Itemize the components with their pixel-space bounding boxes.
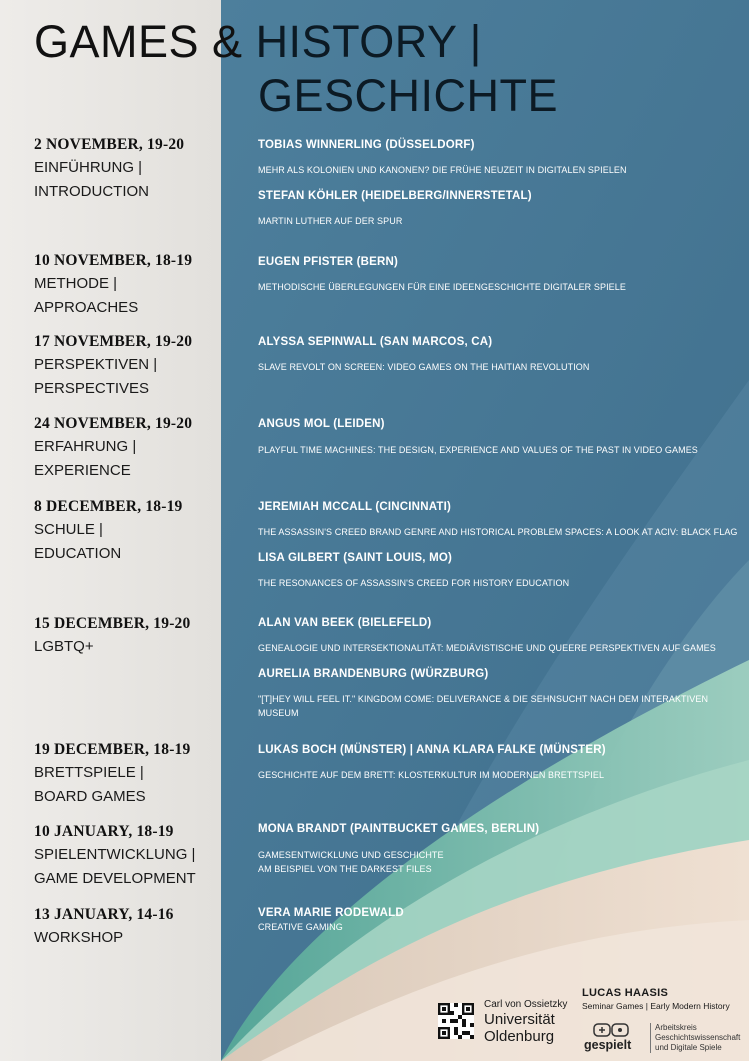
- session-topic: LGBTQ+: [34, 638, 94, 655]
- session-topic-en: EDUCATION: [34, 545, 122, 562]
- speaker-name: ALYSSA SEPINWALL (SAN MARCOS, CA): [258, 336, 493, 348]
- talk: [258, 742, 738, 758]
- talk-title: THE RESONANCES OF ASSASSIN'S CREED FOR HISTORY EDUCATION: [258, 578, 570, 588]
- session-info: [34, 134, 224, 204]
- title-geschichte: GESCHICHTE: [258, 70, 559, 121]
- ak-line1: Arbeitskreis: [655, 1023, 697, 1032]
- talk-title: GESCHICHTE AUF DEM BRETT: KLOSTERKULTUR IM MODERNEN BRETTSPIEL: [258, 770, 605, 780]
- talk-title-block: [258, 525, 738, 539]
- talk: [258, 499, 738, 515]
- talk-title-block: [258, 163, 738, 177]
- session-info: [34, 739, 224, 809]
- talk-title: METHODISCHE ÜBERLEGUNGEN FÜR EINE IDEENGESCHICHTE DIGITALER SPIELE: [258, 282, 626, 292]
- session-topic-en: GAME DEVELOPMENT: [34, 870, 196, 887]
- talk: [258, 666, 738, 682]
- speaker-name: MONA BRANDT (PAINTBUCKET GAMES, BERLIN): [258, 823, 540, 835]
- session-topic-en: APPROACHES: [34, 299, 139, 316]
- session-date: 8 DECEMBER, 18-19: [34, 498, 183, 515]
- qr-code-icon: [438, 1003, 474, 1039]
- speaker-name: AURELIA BRANDENBURG (WÜRZBURG): [258, 668, 489, 680]
- talk: [258, 905, 738, 921]
- session-topic: METHODE |: [34, 275, 118, 292]
- talk-title-block: [258, 848, 738, 876]
- talk-title: MARTIN LUTHER AUF DER SPUR: [258, 216, 403, 226]
- session-topic: BRETTSPIELE |: [34, 764, 144, 781]
- session-date: 2 NOVEMBER, 19-20: [34, 136, 185, 153]
- session-topic-en: BOARD GAMES: [34, 788, 146, 805]
- talk-title-block: [258, 641, 738, 655]
- session-topic-en: INTRODUCTION: [34, 183, 149, 200]
- author-name: LUCAS HAASIS: [582, 987, 669, 999]
- speaker-name: LISA GILBERT (SAINT LOUIS, MO): [258, 552, 453, 564]
- talk-title-block: [258, 920, 738, 934]
- talk-title: CREATIVE GAMING: [258, 922, 343, 932]
- talk-title-block: [258, 280, 738, 294]
- author-block: [582, 986, 730, 1012]
- session-topic: PERSPEKTIVEN |: [34, 356, 158, 373]
- talk: [258, 334, 738, 350]
- talk: [258, 615, 738, 631]
- university-line3: Oldenburg: [484, 1028, 555, 1045]
- speaker-name: TOBIAS WINNERLING (DÜSSELDORF): [258, 139, 475, 151]
- talk: [258, 416, 738, 432]
- talk-title-block: [258, 443, 738, 457]
- session-info: [34, 613, 224, 659]
- talk-title-block: [258, 214, 738, 228]
- talk: [258, 550, 738, 566]
- session-date: 10 NOVEMBER, 18-19: [34, 252, 193, 269]
- speaker-name: EUGEN PFISTER (BERN): [258, 256, 399, 268]
- session-topic: EINFÜHRUNG |: [34, 159, 143, 176]
- talk-title-block: [258, 576, 738, 590]
- talk-title: MEHR ALS KOLONIEN UND KANONEN? DIE FRÜHE NEUZEIT IN DIGITALEN SPIELEN: [258, 165, 627, 175]
- title-games: GAMES &: [34, 16, 256, 67]
- talk-title: THE ASSASSIN'S CREED BRAND GENRE AND HISTORICAL PROBLEM SPACES: A LOOK AT ACIV: BLACK FLAG: [258, 527, 738, 537]
- talk: [258, 137, 738, 153]
- talk-title-block: [258, 692, 738, 720]
- title-history: HISTORY |: [255, 16, 482, 67]
- session-topic-en: PERSPECTIVES: [34, 380, 150, 397]
- university-logo: [484, 998, 567, 1045]
- talk-title: GENEALOGIE UND INTERSEKTIONALITÄT: MEDIÄVISTISCHE UND QUEERE PERSPEKTIVEN AUF GAMES: [258, 643, 716, 653]
- talk: [258, 188, 738, 204]
- speaker-name: LUKAS BOCH (MÜNSTER) | ANNA KLARA FALKE (MÜNSTER): [258, 744, 606, 756]
- talk-title: SLAVE REVOLT ON SCREEN: VIDEO GAMES ON THE HAITIAN REVOLUTION: [258, 362, 590, 372]
- talk-title-cont: AM BEISPIEL VON THE DARKEST FILES: [258, 864, 432, 874]
- speaker-name: STEFAN KÖHLER (HEIDELBERG/INNERSTETAL): [258, 190, 532, 202]
- talk-title-block: [258, 360, 738, 374]
- session-info: [34, 496, 224, 566]
- speaker-name: JEREMIAH MCCALL (CINCINNATI): [258, 501, 451, 513]
- session-info: [34, 904, 224, 950]
- session-date: 19 DECEMBER, 18-19: [34, 741, 191, 758]
- gespielt-logo: gespielt: [584, 1038, 632, 1052]
- poster-title: [34, 16, 482, 67]
- talk-title: "[T]HEY WILL FEEL IT." KINGDOM COME: DELIVERANCE & DIE SEHNSUCHT NACH DEM INTERAKTIVEN: [258, 694, 709, 704]
- talk-title: GAMESENTWICKLUNG UND GESCHICHTE: [258, 850, 444, 860]
- session-info: [34, 250, 224, 320]
- ak-line2: Geschichtswissenschaft: [655, 1033, 741, 1042]
- talk: [258, 254, 738, 270]
- session-date: 24 NOVEMBER, 19-20: [34, 415, 193, 432]
- session-info: [34, 821, 224, 891]
- speaker-name: ANGUS MOL (LEIDEN): [258, 418, 385, 430]
- session-topic: SCHULE |: [34, 521, 103, 538]
- session-date: 17 NOVEMBER, 19-20: [34, 333, 193, 350]
- talk: [258, 821, 738, 837]
- session-topic: WORKSHOP: [34, 929, 124, 946]
- talk-title-cont: MUSEUM: [258, 708, 299, 718]
- author-role: Seminar Games | Early Modern History: [582, 1001, 730, 1011]
- session-topic: ERFAHRUNG |: [34, 438, 137, 455]
- university-line1: Carl von Ossietzky: [484, 999, 568, 1010]
- ak-line3: und Digitale Spiele: [655, 1043, 722, 1052]
- talk-title-block: [258, 768, 738, 782]
- session-topic: SPIELENTWICKLUNG |: [34, 846, 196, 863]
- session-topic-en: EXPERIENCE: [34, 462, 131, 479]
- session-date: 10 JANUARY, 18-19: [34, 823, 174, 840]
- session-date: 15 DECEMBER, 19-20: [34, 615, 191, 632]
- talk-title: PLAYFUL TIME MACHINES: THE DESIGN, EXPERIENCE AND VALUES OF THE PAST IN VIDEO GAMES: [258, 445, 698, 455]
- speaker-name: ALAN VAN BEEK (BIELEFELD): [258, 617, 432, 629]
- university-line2: Universität: [484, 1011, 555, 1028]
- session-info: [34, 331, 224, 401]
- arbeitskreis-text: [650, 1023, 740, 1053]
- session-date: 13 JANUARY, 14-16: [34, 906, 174, 923]
- speaker-name: VERA MARIE RODEWALD: [258, 907, 404, 919]
- session-info: [34, 413, 224, 483]
